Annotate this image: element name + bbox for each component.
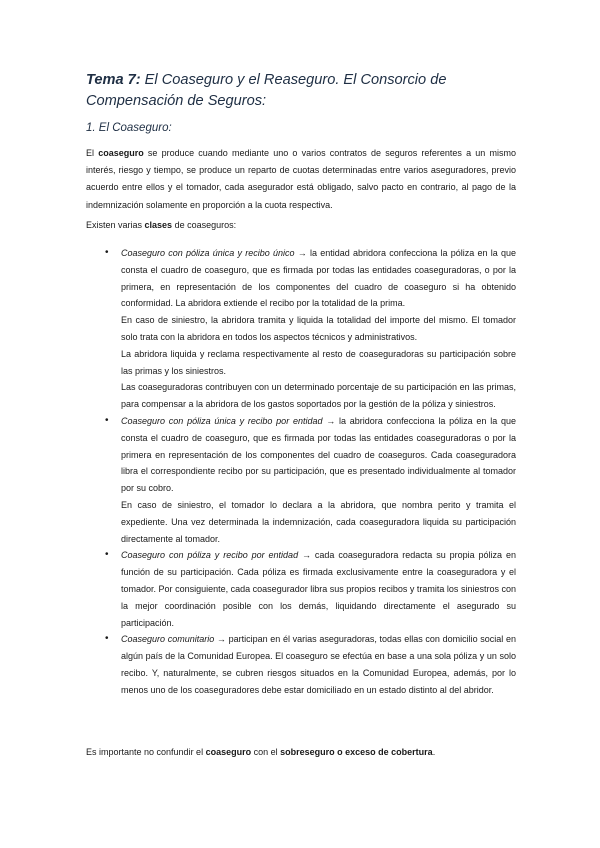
intro-paragraph bbox=[86, 145, 516, 214]
item-paragraph: Las coaseguradoras contribuyen con un determinado porcentaje de su participación en las primas, para compensar a la abridora de los gastos soportados por la gestión de la póliza y siniestros. bbox=[121, 382, 516, 410]
list-item bbox=[86, 631, 516, 698]
page-title bbox=[86, 70, 526, 112]
item-paragraph bbox=[121, 631, 516, 698]
coaseguro-types-list bbox=[86, 245, 516, 699]
closing-term: coaseguro bbox=[205, 747, 252, 757]
intro-term: coaseguro bbox=[98, 148, 144, 158]
closing-term: sobreseguro o exceso de cobertura bbox=[280, 747, 433, 757]
item-lead: Coaseguro con póliza única y recibo por entidad → bbox=[121, 415, 336, 426]
item-paragraph bbox=[121, 245, 516, 312]
list-item bbox=[86, 245, 516, 413]
intro-pre: El bbox=[86, 148, 99, 158]
item-text: cada coaseguradora redacta su propia póliza en función de su participación. Cada póliza es firmada exclusivamente entre la coaseguradora y el tomador. Por consiguiente, cada coasegurador libra sus propios recibos y tramita los siniestros con la mejor coordinación posible con los demás, liquidando directamente el asegurado su participación. bbox=[121, 550, 516, 628]
item-lead: Coaseguro con póliza y recibo por entidad → bbox=[121, 550, 311, 561]
item-lead: Coaseguro comunitario → bbox=[121, 634, 226, 645]
bullet-icon: • bbox=[105, 549, 109, 561]
bullet-icon: • bbox=[105, 414, 109, 426]
intro-post: se produce cuando mediante uno o varios contratos de seguros referentes a un mismo interés, riesgo y tiempo, se produce un reparto de cuotas determinadas entre varios aseguradores, previo acuerdo entre ellos y el tomador, cada asegurador está obligado, salvo pacto en contrario, al pago de la indemnización solamente en proporción a la cuota respectiva. bbox=[86, 148, 516, 210]
item-text: la entidad abridora confecciona la póliza en la que consta el cuadro de coaseguro, que es firmada por todas las entidades coaseguradoras, o por la primera, en representación de los componentes del cuadro de coaseguro si ha obtenido conformidad. La abridora extiende el recibo por la totalidad de la prima. bbox=[121, 248, 516, 309]
item-paragraph bbox=[121, 547, 516, 631]
closing-mid: con el bbox=[251, 747, 281, 757]
item-paragraph: En caso de siniestro, el tomador lo declara a la abridora, que nombra perito y tramita el expediente. Una vez determinada la indemnización, cada coaseguradora liquida su participación directamente al tomador. bbox=[121, 499, 516, 544]
bullet-icon: • bbox=[105, 247, 109, 258]
closing-pre: Es importante no confundir el bbox=[86, 747, 206, 757]
section-heading: 1. El Coaseguro: bbox=[86, 122, 172, 134]
item-text: participan en él varias aseguradoras, todas ellas con domicilio social en algún país de la Comunidad Europea. El coaseguro se efectúa en base a una sola póliza y un solo recibo. Y, naturalmente, se cubren riesgos situados en la Comunidad Europea, además, por lo menos uno de los coaseguradores debe estar domiciliado en un estado distinto al del abridor. bbox=[121, 634, 516, 695]
classes-pre: Existen varias bbox=[86, 220, 145, 230]
bullet-icon: • bbox=[105, 633, 109, 645]
list-item bbox=[86, 413, 516, 547]
closing-paragraph bbox=[86, 744, 516, 761]
closing-post: . bbox=[432, 747, 436, 757]
classes-term: clases bbox=[144, 220, 173, 230]
item-paragraph: La abridora liquida y reclama respectivamente al resto de coaseguradoras su participación sobre las primas y los siniestros. bbox=[121, 348, 516, 376]
item-text: la abridora confecciona la póliza en la que consta el cuadro de coaseguro, que es firmada por todas las entidades coaseguradoras o por la primera en representación de los componentes del cuadro de coaseguros. Cada coaseguradora libra el correspondiente recibo por su participación, que es presentado individualmente al tomador por su cobro. bbox=[121, 415, 516, 494]
title-prefix: Tema 7: bbox=[86, 72, 141, 88]
list-item bbox=[86, 547, 516, 631]
classes-paragraph bbox=[86, 217, 516, 234]
item-paragraph: En caso de siniestro, la abridora tramita y liquida la totalidad del importe del mismo. El tomador solo trata con la abridora en todos los aspectos técnicos y administrativos. bbox=[121, 315, 516, 342]
classes-post: de coaseguros: bbox=[172, 220, 237, 230]
item-paragraph bbox=[121, 413, 516, 497]
item-lead: Coaseguro con póliza única y recibo único → bbox=[121, 248, 307, 258]
title-text: El Coaseguro y el Reaseguro. El Consorcio de Compensación de Seguros: bbox=[86, 72, 447, 109]
